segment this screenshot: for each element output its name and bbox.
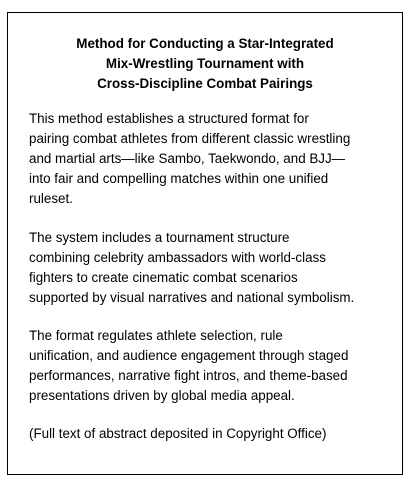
- text-line: The format regulates athlete selection, rule: [29, 328, 283, 343]
- abstract-box: [7, 12, 403, 475]
- text-line: pairing combat athletes from different classic wrestling: [29, 131, 351, 146]
- text-line: This method establishes a structured format for: [29, 111, 309, 126]
- text-line: fighters to create cinematic combat scenarios: [29, 270, 298, 285]
- paragraph-copyright-note: [29, 424, 395, 444]
- title-line: Method for Conducting a Star-Integrated: [76, 36, 334, 51]
- text-line: unification, and audience engagement through staged: [29, 348, 349, 363]
- text-line: into fair and compelling matches within one unified: [29, 171, 329, 186]
- text-line: combining celebrity ambassadors with world-class: [29, 250, 326, 265]
- text-line: (Full text of abstract deposited in Copyright Office): [29, 426, 327, 441]
- title-line: Mix-Wrestling Tournament with: [105, 56, 305, 71]
- paragraph-method-overview: [29, 109, 395, 209]
- text-line: and martial arts—like Sambo, Taekwondo, and BJJ—: [29, 151, 346, 166]
- title-line: Cross-Discipline Combat Pairings: [97, 76, 313, 91]
- text-line: performances, narrative fight intros, and theme-based: [29, 368, 348, 383]
- text-line: The system includes a tournament structure: [29, 230, 290, 245]
- text-line: presentations driven by global media appeal.: [29, 388, 295, 403]
- paragraph-system-structure: [29, 228, 395, 308]
- text-line: supported by visual narratives and national symbolism.: [29, 290, 355, 305]
- text-line: ruleset.: [29, 191, 73, 206]
- document-title: [8, 34, 402, 94]
- paragraph-format-regulation: [29, 326, 395, 406]
